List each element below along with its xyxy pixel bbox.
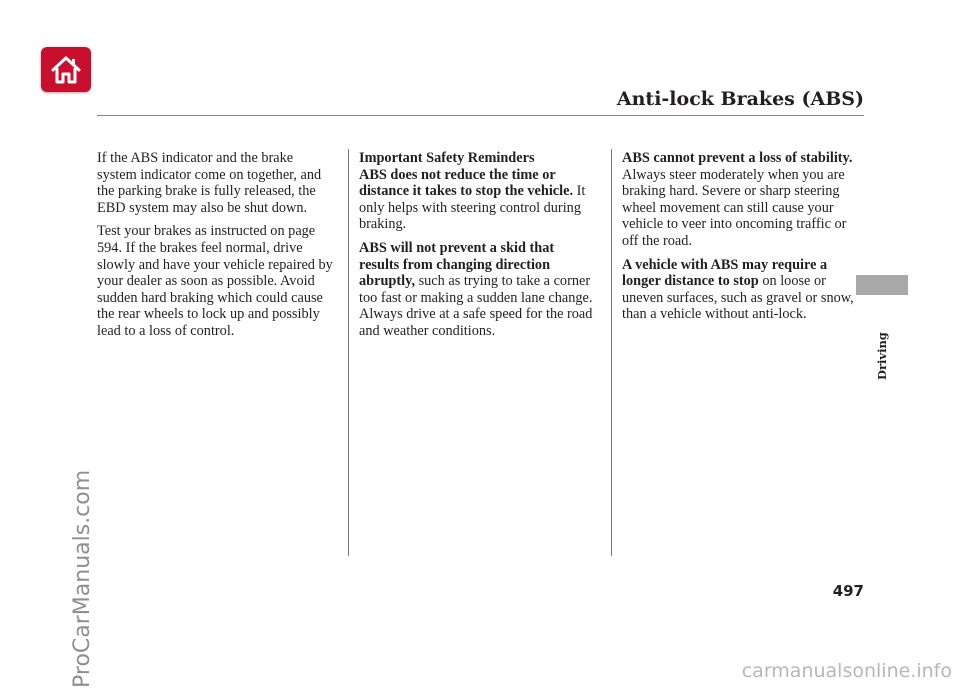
paragraph: Test your brakes as instructed on page 594. If the brakes feel normal, drive slowly and have your vehicle repaired by your dealer as soon as possible. Avoid sudden hard braking which could cause the rear wheels to lock up and possibly lead to a loss of control. <box>97 223 333 339</box>
paragraph <box>622 257 860 323</box>
bold-lead: ABS cannot prevent a loss of stability. <box>622 150 853 166</box>
paragraph-text: It only helps with steering control during braking. <box>359 183 586 233</box>
header-divider <box>97 115 864 116</box>
section-label-text: Driving <box>875 332 889 380</box>
bold-lead: ABS does not reduce the time or distance it takes to stop the vehicle. <box>359 166 574 200</box>
page-title: Anti-lock Brakes (ABS) <box>616 88 864 110</box>
column-3 <box>622 150 860 330</box>
column-2 <box>359 150 597 347</box>
watermark-left: ProCarManuals.com <box>70 469 95 688</box>
paragraph-text: such as trying to take a corner too fast or making a sudden lane change. Always drive at a safe speed for the road and weather conditions. <box>359 273 593 339</box>
paragraph <box>359 167 597 233</box>
page-number: 497 <box>832 582 864 600</box>
column-divider <box>611 149 612 556</box>
paragraph-text: Always steer moderately when you are braking hard. Severe or sharp steering wheel movement can still cause your vehicle to veer into oncoming traffic or off the road. <box>622 166 847 249</box>
home-icon <box>49 55 83 85</box>
section-label <box>856 300 908 380</box>
column-1 <box>97 150 335 347</box>
column-divider <box>348 149 349 556</box>
paragraph <box>622 150 860 250</box>
section-heading: Important Safety Reminders <box>359 150 535 166</box>
paragraph <box>359 240 597 340</box>
bold-lead: ABS will not prevent a skid that results from changing direction abruptly, <box>359 239 555 290</box>
paragraph: If the ABS indicator and the brake system indicator come on together, and the parking brake is fully released, the EBD system may also be shut down. <box>97 150 322 216</box>
paragraph-text: on loose or uneven surfaces, such as gravel or snow, than a vehicle without anti-lock. <box>622 273 854 323</box>
home-button[interactable] <box>41 47 91 92</box>
watermark-bottom: carmanualsonline.info <box>741 660 952 682</box>
section-tab[interactable] <box>856 275 908 295</box>
bold-lead: A vehicle with ABS may require a longer distance to stop <box>622 256 828 290</box>
